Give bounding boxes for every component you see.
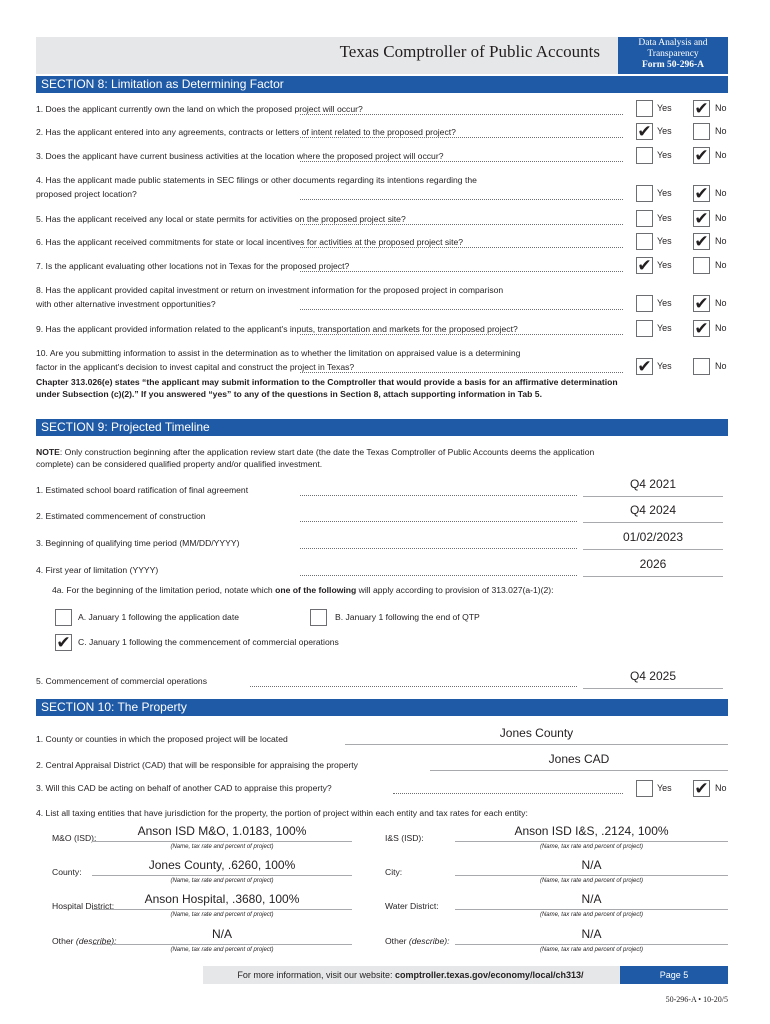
s8-leader [300, 334, 623, 335]
entity-hint: (Name, tax rate and percent of project) [539, 844, 644, 850]
s8-question-6-text: 6. Has the applicant received commitments for state or local incentives for activities at the proposed project site? [36, 237, 464, 247]
s9-item-underline [583, 549, 723, 550]
entity-hint: (Name, tax rate and percent of project) [170, 947, 274, 953]
checkmark-icon: ✔ [56, 633, 71, 652]
note-label: NOTE [36, 447, 60, 457]
taxing-entities-label: 4. List all taxing entities that have jurisdiction for the property, the portion of project within each entity and tax rates for each entity: [36, 808, 528, 818]
entity-value[interactable]: N/A [581, 858, 602, 872]
s8-q3-yes-checkbox[interactable] [636, 147, 653, 164]
entity-label [385, 866, 402, 879]
entity-hint: (Name, tax rate and percent of project) [170, 844, 274, 850]
footer-text [203, 966, 618, 984]
entity-label [385, 935, 449, 948]
yes-label: Yes [657, 150, 672, 160]
page-number: Page 5 [620, 966, 728, 984]
s9-leader [300, 495, 577, 496]
checkmark-icon: ✔ [694, 99, 709, 118]
s8-q3-no-checkbox[interactable] [693, 147, 710, 164]
county-value[interactable]: Jones County [499, 726, 574, 740]
entity-value[interactable]: Anson Hospital, .3680, 100% [144, 892, 300, 906]
cad-acting-yes-checkbox[interactable] [636, 780, 653, 797]
s9-leader [300, 548, 577, 549]
s8-leader [300, 161, 623, 162]
s8-leader [300, 309, 623, 310]
checkmark-icon: ✔ [694, 779, 709, 798]
cad-acting-label [36, 782, 332, 795]
option-b-checkbox[interactable] [310, 609, 327, 626]
s8-q5-no-checkbox[interactable] [693, 210, 710, 227]
option-c-checkbox[interactable] [55, 634, 72, 651]
cad-value[interactable]: Jones CAD [548, 752, 610, 766]
entity-label-italic: (describe): [408, 936, 450, 946]
no-label: No [715, 236, 727, 246]
option-a-checkbox[interactable] [55, 609, 72, 626]
chapter-note-line2: under Subsection (c)(2).” If you answered “yes” to any of the questions in Section 8, attach supporting information in Tab 5. [36, 389, 542, 399]
q4a-text [52, 584, 554, 597]
entity-hint: (Name, tax rate and percent of project) [170, 878, 274, 884]
checkmark-icon: ✔ [694, 232, 709, 251]
section10-heading: SECTION 10: The Property [36, 699, 728, 716]
no-label: No [715, 323, 727, 333]
entity-label [385, 832, 424, 845]
form-number: Form 50-296-A [642, 60, 704, 70]
s8-question-4-text: proposed project location? [36, 189, 137, 199]
website-link[interactable]: comptroller.texas.gov/economy/local/ch313/ [394, 970, 584, 980]
checkmark-icon: ✔ [637, 256, 652, 275]
item5-underline [583, 688, 723, 689]
s8-leader [300, 247, 623, 248]
s9-item-underline [583, 522, 723, 523]
s8-q5-yes-checkbox[interactable] [636, 210, 653, 227]
s8-q6-yes-checkbox[interactable] [636, 233, 653, 250]
s8-question-10-text: 10. Are you submitting information to assist in the determination as to whether the limitation on appraised value is a determining [36, 348, 521, 358]
checkmark-icon: ✔ [694, 294, 709, 313]
s9-item-3-label: 3. Beginning of qualifying time period (MM/DD/YYYY) [36, 538, 240, 548]
entity-underline [455, 875, 728, 876]
s9-item-2-value[interactable]: Q4 2024 [629, 503, 677, 517]
option-a-label: A. January 1 following the application date [78, 612, 239, 622]
s8-q8-no-checkbox[interactable] [693, 295, 710, 312]
item5-value[interactable]: Q4 2025 [629, 669, 677, 683]
yes-label: Yes [657, 361, 672, 371]
entity-underline [92, 841, 352, 842]
note-line2: complete) can be considered qualified property and/or qualified investment. [36, 459, 323, 469]
s8-q10-yes-checkbox[interactable] [636, 358, 653, 375]
yes-label: Yes [657, 103, 672, 113]
entity-value[interactable]: Anson ISD I&S, .2124, 100% [514, 824, 669, 838]
s8-q10-no-checkbox[interactable] [693, 358, 710, 375]
entity-hint: (Name, tax rate and percent of project) [539, 947, 644, 953]
section9-heading: SECTION 9: Projected Timeline [36, 419, 728, 436]
entity-hint: (Name, tax rate and percent of project) [539, 912, 644, 918]
item5-label: 5. Commencement of commercial operations [36, 676, 207, 686]
yes-label: Yes [657, 213, 672, 223]
no-label: No [715, 103, 727, 113]
form-id-box [618, 37, 728, 74]
s8-question-3-text: 3. Does the applicant have current business activities at the location where the proposed project will occur? [36, 151, 444, 161]
agency-title: Texas Comptroller of Public Accounts [339, 42, 600, 61]
entity-label-text: Hospital District: [52, 901, 115, 911]
entity-label-text: City: [385, 867, 403, 877]
checkmark-icon: ✔ [637, 122, 652, 141]
cad-underline [430, 770, 728, 771]
s8-q9-no-checkbox[interactable] [693, 320, 710, 337]
option-b-label: B. January 1 following the end of QTP [335, 612, 480, 622]
yes-label: Yes [657, 236, 672, 246]
entity-label-text: M&O (ISD): [52, 833, 97, 843]
entity-label-text: Other [385, 936, 409, 946]
s8-question-7-text: 7. Is the applicant evaluating other locations not in Texas for the proposed project? [36, 261, 350, 271]
s8-question-1-text: 1. Does the applicant currently own the land on which the proposed project will occur? [36, 104, 363, 114]
dept-line1: Data Analysis and [638, 38, 708, 48]
yes-label: Yes [657, 260, 672, 270]
yes-label: Yes [657, 126, 672, 136]
checkmark-icon: ✔ [694, 146, 709, 165]
form-code: 50-296-A • 10-20/5 [665, 995, 728, 1004]
no-label: No [715, 260, 727, 270]
yes-label: Yes [657, 298, 672, 308]
s9-item-2-label: 2. Estimated commencement of construction [36, 511, 206, 521]
s9-leader [300, 575, 577, 576]
note-line1: : Only construction beginning after the application review start date (the date the Texas Comptroller of Public Accounts deems the application [59, 447, 595, 457]
s9-item-underline [583, 576, 723, 577]
s8-question-10-text: factor in the applicant's decision to invest capital and construct the project in Texas? [36, 362, 355, 372]
no-label: No [715, 298, 727, 308]
section9-note [36, 446, 594, 470]
entity-label-text: County: [52, 867, 82, 877]
s8-leader [300, 372, 623, 373]
checkmark-icon: ✔ [694, 319, 709, 338]
entity-value[interactable]: Jones County, .6260, 100% [148, 858, 296, 872]
s8-q7-yes-checkbox[interactable] [636, 257, 653, 274]
s8-question-8-text: 8. Has the applicant provided capital investment or return on investment information for the proposed project in comparison [36, 285, 504, 295]
section8-heading: SECTION 8: Limitation as Determining Factor [36, 76, 728, 93]
yes-label: Yes [657, 323, 672, 333]
cad-label: 2. Central Appraisal District (CAD) that will be responsible for appraising the property [36, 760, 358, 770]
s8-question-5-text: 5. Has the applicant received any local or state permits for activities on the proposed project site? [36, 214, 406, 224]
no-label: No [715, 188, 727, 198]
s8-q9-yes-checkbox[interactable] [636, 320, 653, 337]
s8-q4-yes-checkbox[interactable] [636, 185, 653, 202]
s8-leader [300, 224, 623, 225]
item5-leader [250, 686, 577, 687]
no-label: No [715, 126, 727, 136]
cad-acting-yes-label: Yes [657, 783, 672, 793]
entity-underline [92, 909, 352, 910]
cad-acting-leader [393, 793, 623, 794]
no-label: No [715, 361, 727, 371]
entity-underline [92, 944, 352, 945]
entity-value[interactable]: Anson ISD M&O, 1.0183, 100% [137, 824, 307, 838]
no-label: No [715, 213, 727, 223]
s8-leader [300, 271, 623, 272]
entity-hint: (Name, tax rate and percent of project) [170, 912, 274, 918]
footer-text-pre: For more information, visit our website: [237, 970, 395, 980]
s9-item-4-value[interactable]: 2026 [639, 557, 667, 571]
s9-leader [300, 521, 577, 522]
s8-q1-yes-checkbox[interactable] [636, 100, 653, 117]
chapter-note-line1: Chapter 313.026(e) states “the applicant may submit information to the Comptroller that would provide a basis for an affirmative determination [36, 377, 618, 387]
entity-value[interactable]: N/A [211, 927, 232, 941]
s8-q8-yes-checkbox[interactable] [636, 295, 653, 312]
yes-label: Yes [657, 188, 672, 198]
q4a-post: will apply according to provision of 313.027(a-1)(2): [356, 585, 554, 595]
s8-question-9-text: 9. Has the applicant provided information related to the applicant's inputs, transportation and markets for the proposed project? [36, 324, 518, 334]
s8-question-8-text: with other alternative investment opportunities? [36, 299, 216, 309]
checkmark-icon: ✔ [694, 184, 709, 203]
s9-item-4-label: 4. First year of limitation (YYYY) [36, 565, 159, 575]
entity-value[interactable]: N/A [581, 927, 602, 941]
entity-label [52, 832, 96, 845]
s8-question-4-text: 4. Has the applicant made public statements in SEC filings or other documents regarding its intentions regarding the [36, 175, 477, 185]
checkmark-icon: ✔ [637, 357, 652, 376]
cad-acting-no-checkbox[interactable] [693, 780, 710, 797]
entity-hint: (Name, tax rate and percent of project) [539, 878, 644, 884]
checkmark-icon: ✔ [694, 209, 709, 228]
s9-item-3-value[interactable]: 01/02/2023 [622, 530, 684, 544]
entity-label [385, 900, 439, 913]
entity-underline [455, 841, 728, 842]
q4a-bold: one of the following [275, 585, 357, 595]
s8-q2-no-checkbox[interactable] [693, 123, 710, 140]
s8-leader [300, 199, 623, 200]
q4a-pre: 4a. For the beginning of the limitation period, notate which [52, 585, 276, 595]
entity-label-text: I&S (ISD): [385, 833, 424, 843]
cad-acting-text: 3. Will this CAD be acting on behalf of another CAD to appraise this property? [36, 783, 332, 793]
entity-value[interactable]: N/A [581, 892, 602, 906]
no-label: No [715, 150, 727, 160]
chapter-note [36, 376, 618, 400]
entity-label-text: Water District: [385, 901, 439, 911]
s8-q7-no-checkbox[interactable] [693, 257, 710, 274]
s8-q6-no-checkbox[interactable] [693, 233, 710, 250]
cad-acting-no-label: No [715, 783, 727, 793]
entity-label [52, 866, 82, 879]
s8-question-2-text: 2. Has the applicant entered into any agreements, contracts or letters of intent related to the proposed project? [36, 127, 456, 137]
s9-item-1-value[interactable]: Q4 2021 [629, 477, 677, 491]
county-underline [345, 744, 728, 745]
s8-leader [300, 137, 623, 138]
entity-label-text: Other [52, 936, 76, 946]
s8-q4-no-checkbox[interactable] [693, 185, 710, 202]
entity-underline [455, 909, 728, 910]
entity-underline [92, 875, 352, 876]
s8-leader [300, 114, 623, 115]
s9-item-underline [583, 496, 723, 497]
entity-underline [455, 944, 728, 945]
s8-q1-no-checkbox[interactable] [693, 100, 710, 117]
county-label: 1. County or counties in which the proposed project will be located [36, 734, 288, 744]
option-c-label: C. January 1 following the commencement of commercial operations [78, 637, 339, 647]
entity-label-italic: (describe): [75, 936, 117, 946]
s9-item-1-label: 1. Estimated school board ratification of final agreement [36, 485, 249, 495]
s8-q2-yes-checkbox[interactable] [636, 123, 653, 140]
dept-line2: Transparency [647, 49, 699, 59]
